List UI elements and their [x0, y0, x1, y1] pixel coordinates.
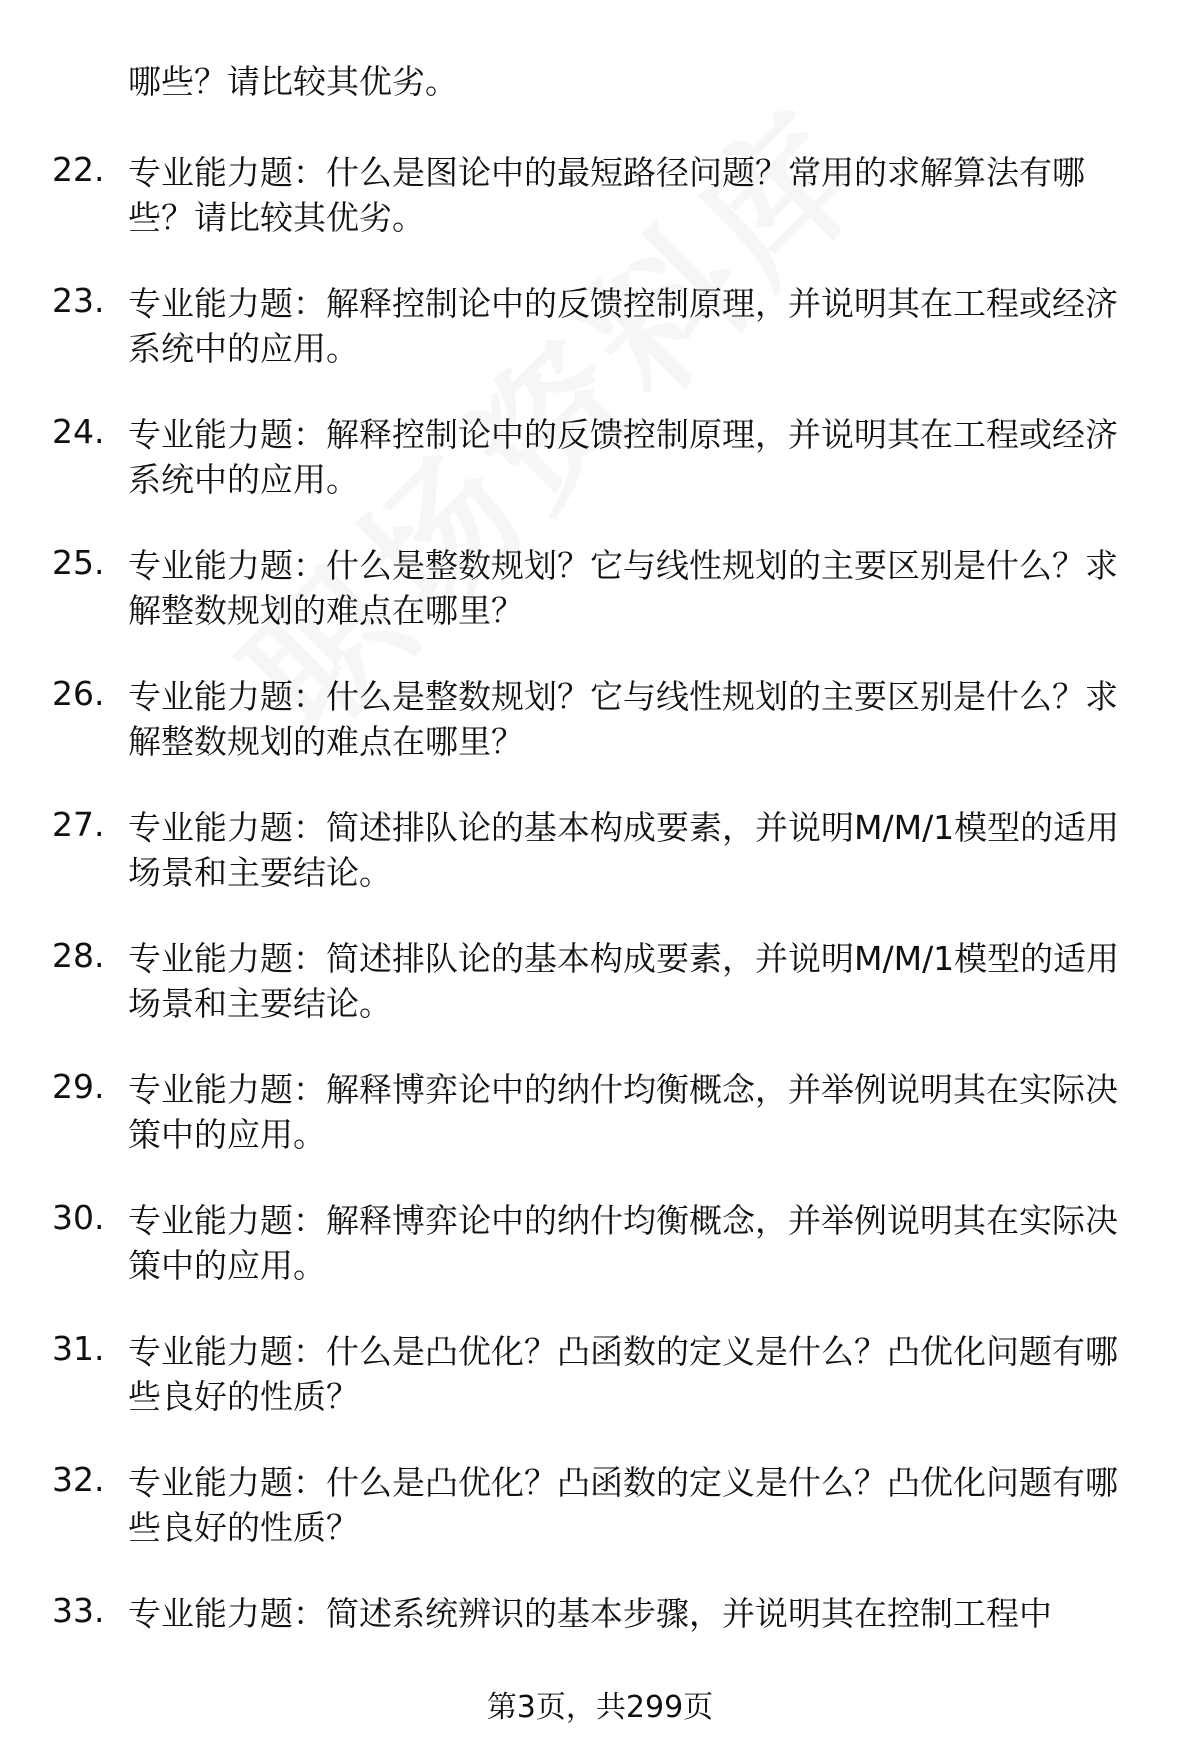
question-text: 专业能力题：简述系统辨识的基本步骤，并说明其在控制工程中	[128, 1594, 1052, 1633]
question-text: 专业能力题：解释控制论中的反馈控制原理，并说明其在工程或经济系统中的应用。	[128, 284, 1118, 368]
question-text: 专业能力题：什么是凸优化？凸函数的定义是什么？凸优化问题有哪些良好的性质？	[128, 1463, 1118, 1547]
question-number: 24.	[52, 412, 105, 451]
question-item	[0, 664, 1200, 795]
question-list	[0, 140, 1200, 1712]
question-number: 32.	[52, 1460, 105, 1499]
question-item	[0, 1057, 1200, 1188]
question-item	[0, 1188, 1200, 1319]
question-text: 专业能力题：什么是图论中的最短路径问题？常用的求解算法有哪些？请比较其优劣。	[128, 153, 1085, 237]
question-text: 专业能力题：什么是整数规划？它与线性规划的主要区别是什么？求解整数规划的难点在哪里？	[128, 546, 1118, 630]
question-number: 27.	[52, 805, 105, 844]
question-number: 30.	[52, 1198, 105, 1237]
question-number: 23.	[52, 281, 105, 320]
question-text: 专业能力题：解释博弈论中的纳什均衡概念，并举例说明其在实际决策中的应用。	[128, 1070, 1118, 1154]
question-number: 29.	[52, 1067, 105, 1106]
question-text: 专业能力题：什么是凸优化？凸函数的定义是什么？凸优化问题有哪些良好的性质？	[128, 1332, 1118, 1416]
question-number: 25.	[52, 543, 105, 582]
question-text: 专业能力题：简述排队论的基本构成要素，并说明M/M/1模型的适用场景和主要结论。	[128, 939, 1120, 1023]
question-item	[0, 795, 1200, 926]
question-text: 专业能力题：什么是整数规划？它与线性规划的主要区别是什么？求解整数规划的难点在哪里？	[128, 677, 1118, 761]
question-number: 26.	[52, 674, 105, 713]
question-item	[0, 140, 1200, 271]
question-number: 31.	[52, 1329, 105, 1368]
question-item	[0, 402, 1200, 533]
question-number: 33.	[52, 1591, 105, 1630]
question-number: 22.	[52, 150, 105, 189]
question-text: 专业能力题：解释博弈论中的纳什均衡概念，并举例说明其在实际决策中的应用。	[128, 1201, 1118, 1285]
question-text: 专业能力题：简述排队论的基本构成要素，并说明M/M/1模型的适用场景和主要结论。	[128, 808, 1120, 892]
question-item	[0, 1450, 1200, 1581]
question-item	[0, 926, 1200, 1057]
question-text: 专业能力题：解释控制论中的反馈控制原理，并说明其在工程或经济系统中的应用。	[128, 415, 1118, 499]
question-number: 28.	[52, 936, 105, 975]
continued-question-text: 哪些？请比较其优劣。	[128, 62, 458, 101]
question-item	[0, 533, 1200, 664]
question-item	[0, 271, 1200, 402]
page-footer: 第3页，共299页	[486, 1690, 714, 1725]
question-item	[0, 1319, 1200, 1450]
